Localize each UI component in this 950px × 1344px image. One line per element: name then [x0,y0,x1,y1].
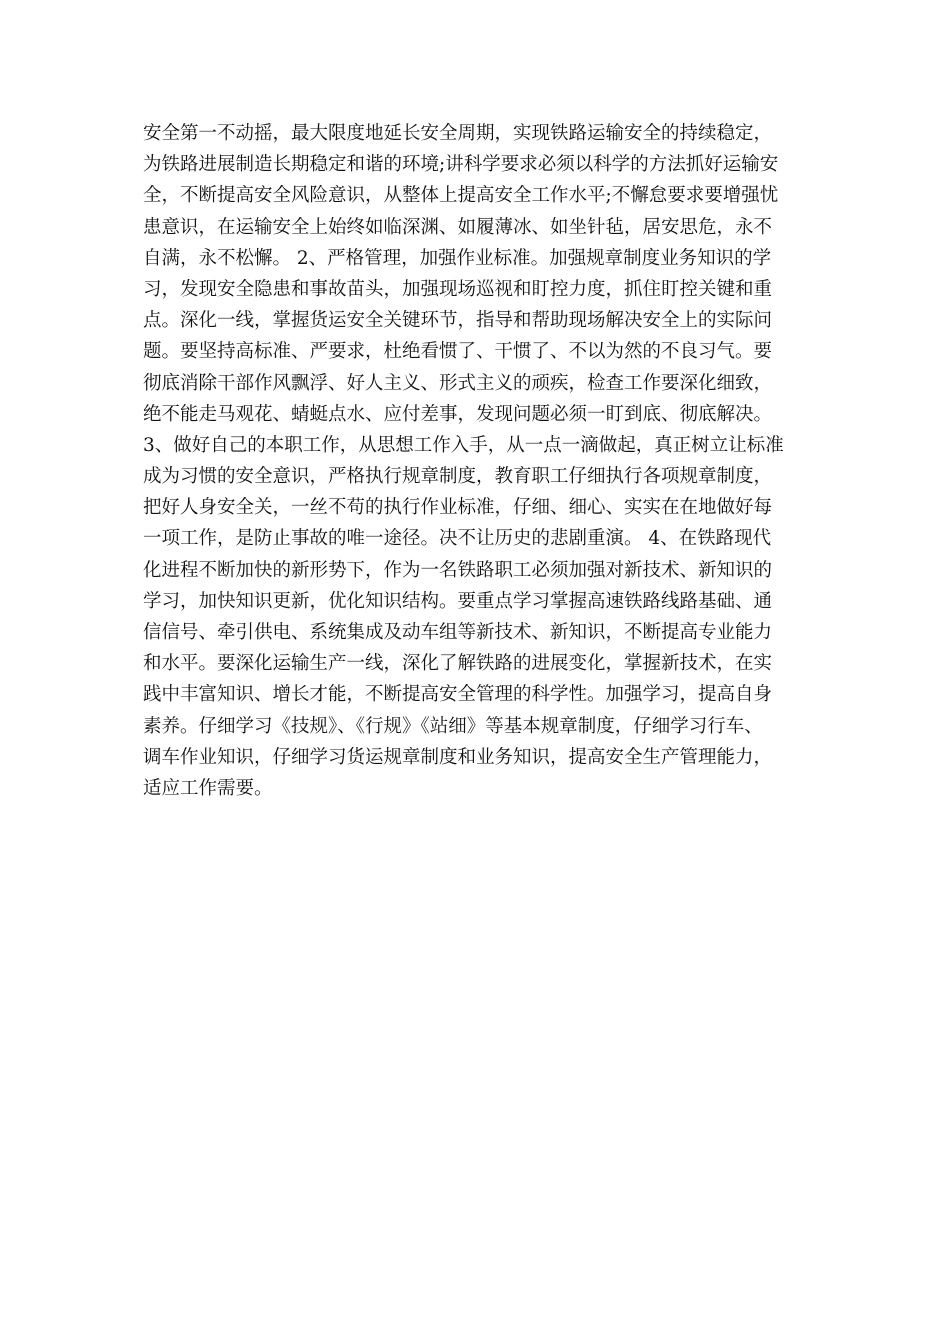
text-line: 成为习惯的安全意识，严格执行规章制度，教育职工仔细执行各项规章制度， [143,466,773,488]
text-line: 和水平。要深化运输生产一线，深化了解铁路的进展变化，掌握新技术，在实 [143,653,773,675]
text-line: 习，发现安全隐患和事故苗头，加强现场巡视和盯控力度，抓住盯控关键和重 [143,278,773,300]
text-line: 绝不能走马观花、蜻蜓点水、应付差事，发现问题必须一盯到底、彻底解决。 [143,403,773,425]
text-line: 调车作业知识，仔细学习货运规章制度和业务知识，提高安全生产管理能力， [143,746,773,768]
text-line: 彻底消除干部作风飘浮、好人主义、形式主义的顽疾，检查工作要深化细致， [143,372,773,394]
text-line: 素养。仔细学习《技规》、《行规》《站细》等基本规章制度，仔细学习行车、 [143,715,763,737]
text-line: 安全第一不动摇，最大限度地延长安全周期，实现铁路运输安全的持续稳定， [143,123,773,144]
text-line: 适应工作需要。 [143,777,273,799]
text-line: 信信号、牵引供电、系统集成及动车组等新技术、新知识，不断提高专业能力 [143,622,773,643]
text-line: 全，不断提高安全风险意识，从整体上提高安全工作水平;不懈怠要求要增强忧 [143,185,779,207]
text-line: 题。要坚持高标准、严要求，杜绝看惯了、干惯了、不以为然的不良习气。要 [143,341,773,363]
text-line: 患意识，在运输安全上始终如临深渊、如履薄冰、如坐针毡，居安思危，永不 [143,216,773,238]
body-text [143,118,843,804]
text-line: 点。深化一线，掌握货运安全关键环节，指导和帮助现场解决安全上的实际问 [143,310,773,332]
text-line: 把好人身安全关，一丝不苟的执行作业标准，仔细、细心、实实在在地做好每 [143,497,773,519]
text-line: 化进程不断加快的新形势下，作为一名铁路职工必须加强对新技术、新知识的 [143,559,773,581]
text-line: 自满，永不松懈。 2、严格管理，加强作业标准。加强规章制度业务知识的学 [143,247,772,269]
text-line: 学习，加快知识更新，优化知识结构。要重点学习掌握高速铁路线路基础、通 [143,590,773,612]
text-line: 为铁路进展制造长期稳定和谐的环境;讲科学要求必须以科学的方法抓好运输安 [143,154,779,176]
text-line: 践中丰富知识、增长才能，不断提高安全管理的科学性。加强学习，提高自身 [143,684,773,706]
text-line: 3、做好自己的本职工作，从思想工作入手，从一点一滴做起，真正树立让标准 [143,434,784,456]
text-line: 一项工作，是防止事故的唯一途径。决不让历史的悲剧重演。 4、在铁路现代 [143,528,772,550]
